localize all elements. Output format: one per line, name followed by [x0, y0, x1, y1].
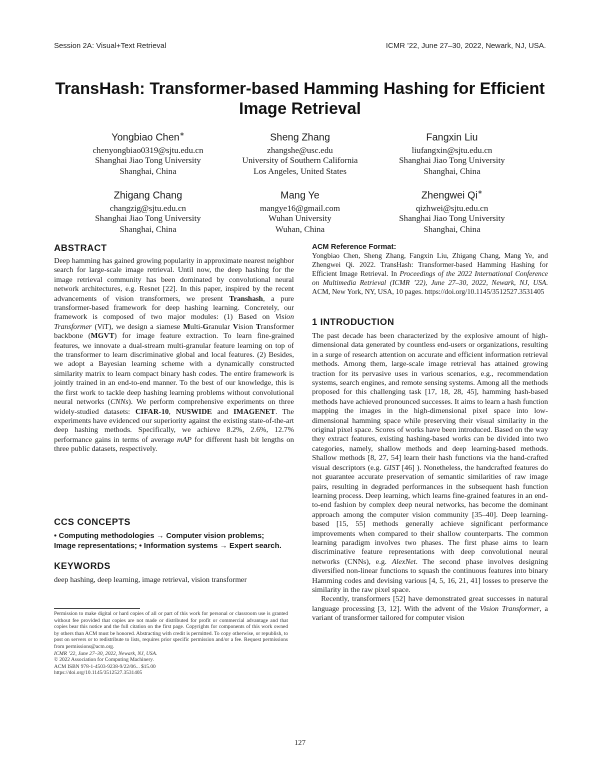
author-email: qizhwei@sjtu.edu.cn: [415, 202, 489, 213]
author-location: Wuhan, China: [275, 224, 325, 235]
abstract-run: (ViT), we design a siamese: [94, 321, 181, 331]
abstract-run: ulti-: [190, 321, 203, 331]
abstract-run: , a pure transformer-based framework for deep hashing learning. Concretely, our framework is composed of two major modules: (1) Based on: [54, 293, 295, 322]
author-affiliation: Shanghai Jiao Tong University: [399, 155, 505, 166]
author-location: Shanghai, China: [119, 224, 177, 235]
footnote-copyright: © 2022 Association for Computing Machinery.: [54, 657, 154, 664]
footnote-text: Permission to make digital or hard copies of all or part of this work for personal or classroom use is granted without fee provided that copies are not made or distributed for profit or commercial advantage and that copies bear this notice and the full citation on the first page. Copyrights for components of this work owned by others than ACM must be honored. Abstracting with credit is permitted. To copy otherwise, or republish, to post on servers or to redistribute to lists, requires prior specific permission and/or a fee. Request permissions from permissions@acm.org.: [54, 611, 288, 650]
abstract-run: CNNs: [110, 397, 129, 407]
keywords-text: deep hashing, deep learning, image retrieval, vision transformer: [54, 575, 247, 584]
abstract-run: Vision Transformer: [54, 312, 294, 331]
abstract-text: [54, 256, 294, 454]
abstract-run: M: [183, 321, 191, 331]
intro-run: The past decade has been characterized by the explosive amount of high-dimensional data generated by countless end-users or organizations, resulting in a surge of research attention on accurate and efficient information retrieval methods. Among them, large-scale image retrieval has attained growing traction for its pervasive uses in various scenarios, e.g., recommendation systems, search engines, and remote sensing systems. Among all the methods proposed for this challenging task [17, 18, 28, 45], hamming hash-based methods have achieved pronounced successes. It aims to learn a hash function mapping the images in the high-dimensional pixel space into low-dimensional hamming space while preserving their visual similarity in the original pixel space. Scores of works have been introduced. Based on the way they extract features, existing hashing-based works can be divided into two categories, namely, shallow methods and deep learning-based methods. Shallow methods [8, 27, 54] learn their hash functions via the hand-crafted visual descriptors (e.g.: [312, 331, 548, 472]
footnote-doi: https://doi.org/10.1145/3512527.3531405: [54, 670, 143, 677]
ccs-line: Image representations; • Information systems → Expert search.: [54, 540, 282, 550]
footnote-conf: ICMR ’22, June 27–30, 2022, Newark, NJ, USA.: [54, 650, 158, 657]
ccs-heading: CCS CONCEPTS: [54, 517, 131, 527]
abstract-run: ransformer backbone (: [54, 321, 294, 341]
abstract-run: Deep hamming has gained growing popularity in approximate nearest neighbor search for large-scale image retrieval. Until now, the deep hashing for the image retrieval community has been dominated by convolutional neural network architectures, e.g. Resnet [22]. In this paper, inspired by the recent advancements of vision transformers, we present: [54, 256, 294, 303]
author-mark: ∗: [179, 132, 185, 138]
page-number: 127: [294, 738, 306, 747]
author-name: Sheng Zhang: [269, 132, 331, 144]
acm-ref-heading: ACM Reference Format:: [312, 242, 397, 251]
intro-run: Vision Transformer: [479, 603, 540, 613]
running-header-right: ICMR ’22, June 27–30, 2022, Newark, NJ, USA.: [385, 41, 546, 50]
intro-paragraph-2: [312, 594, 548, 622]
abstract-heading: ABSTRACT: [54, 243, 107, 253]
abstract-run: NUSWIDE: [175, 406, 212, 416]
author-affiliation: Shanghai Jiao Tong University: [95, 213, 201, 224]
author-email: liufangxin@sjtu.edu.cn: [411, 144, 493, 155]
author-affiliation: University of Southern California: [242, 155, 358, 166]
author-affiliation: Shanghai Jiao Tong University: [95, 155, 201, 166]
intro-run: . The second phase involves designing diversified non-linear functions to squash the continuous features into binary Hamming codes and devising various [4, 5, 16, 21, 41] losses to preserve the similarity in the raw pixel space.: [312, 556, 548, 594]
acm-ref-run: Proceedings of the 2022 International Conference on Multimedia Retrieval (ICMR ’22), June 27–30, 2022, Newark, NJ, USA.: [312, 269, 549, 287]
abstract-run: ranular: [208, 321, 231, 331]
author-affiliation: Wuhan University: [268, 213, 332, 224]
abstract-run: ). We perform comprehensive experiments on three widely-studied datasets:: [54, 397, 294, 416]
author-email: zhangshe@usc.edu: [267, 144, 333, 155]
acm-ref-run: ACM, New York, NY, USA, 10 pages. https://doi.org/10.1145/3512527.3531405: [312, 287, 545, 296]
intro-text: [312, 331, 548, 623]
abstract-run: Transhash: [229, 293, 264, 303]
intro-run: Recently, transformers [52] have demonstrated great successes in natural language processing [3, 12]. With the advent of the: [312, 594, 548, 613]
author-name: Zhigang Chang: [113, 190, 183, 202]
author-name: Fangxin Liu: [426, 132, 478, 144]
permission-footnote: [54, 611, 288, 677]
intro-run: , a variant of transformer tailored for computer vision: [312, 603, 549, 623]
abstract-run: ision: [238, 321, 253, 331]
author-location: Shanghai, China: [423, 224, 481, 235]
acm-ref-run: Yongbiao Chen, Sheng Zhang, Fangxin Liu, Zhigang Chang, Mang Ye, and Zhengwei Qi. 2022. TransHash: Transformer-based Hamming Hashing for Efficient Image Retrieval. In: [312, 251, 548, 278]
abstract-run: MGVT: [90, 331, 115, 341]
author-name: Yongbiao Chen: [111, 132, 180, 144]
author-name: Mang Ye: [280, 190, 320, 202]
author-location: Shanghai, China: [423, 166, 481, 177]
intro-paragraph-1: [312, 331, 548, 594]
abstract-run: IMAGENET: [233, 406, 276, 416]
author-3: [362, 129, 542, 177]
author-location: Shanghai, China: [119, 166, 177, 177]
footnote-rule: [54, 608, 140, 609]
running-header-left: Session 2A: Visual+Text Retrieval: [54, 41, 167, 50]
author-affiliation: Shanghai Jiao Tong University: [399, 213, 505, 224]
abstract-run: mAP: [177, 434, 192, 444]
abstract-run: CIFAR-10: [135, 406, 169, 416]
author-mark: ∗: [477, 190, 483, 196]
acm-reference: [312, 243, 548, 296]
acm-ref-text: [312, 252, 548, 297]
keywords-heading: KEYWORDS: [54, 561, 111, 571]
author-email: mangye16@gmail.com: [259, 202, 341, 213]
intro-heading: 1 INTRODUCTION: [312, 317, 395, 327]
ccs-line: • Computing methodologies → Computer vision problems;: [54, 531, 265, 540]
abstract-run: ) for image feature extraction. To learn fine-grained features, we innovate a dual-stream multi-granular feature learning on top of the transformer to learn discriminative global and local features. (2) Besides, we adopt a Bayesian learning scheme with a dynamically constructed similarity matrix to learn compact binary hash codes. The entire framework is jointly trained in an end-to-end manner. To the best of our knowledge, this is the first work to tackle deep hashing learning problems without convolutional neural networks (: [54, 331, 294, 407]
author-email: chenyongbiao0319@sjtu.edu.cn: [92, 144, 204, 155]
ccs-concepts: [54, 531, 294, 550]
abstract-run: . The experiments have evidenced our superiority against the existing state-of-the-art deep hashing methods. Specifically, we achieve 8.2%, 2.6%, 12.7% performance gains in terms of average: [54, 406, 295, 444]
abstract-run: T: [255, 321, 261, 331]
paper-title: TransHash: Transformer-based Hamming Hashing for Efficient Image Retrieval: [55, 80, 545, 118]
abstract-run: and: [217, 406, 229, 416]
intro-run: AlexNet: [391, 556, 416, 566]
author-name: Zhengwei Qi: [421, 190, 478, 202]
author-email: changzig@sjtu.edu.cn: [109, 202, 187, 213]
author-location: Los Angeles, United States: [253, 166, 347, 177]
abstract-run: G: [202, 321, 209, 331]
author-6: [362, 187, 542, 235]
abstract-run: for different hash bit lengths on three public datasets, respectively.: [54, 434, 295, 454]
intro-run: GIST: [383, 462, 400, 472]
abstract-run: V: [232, 321, 239, 331]
footnote-isbn: ACM ISBN 978-1-4503-9238-9/22/06... $15.00: [54, 663, 156, 670]
intro-run: [46] ). Nonetheless, the handcrafted features do not guarantee accurate preservation of semantic similarities of raw image pairs, resulting in degraded performances in the subsequent hash function learning process. Deep learning, which learns fine-grained features in an end-to-end fashion by complex deep neural networks, has become the dominant approach among the computer vision community [35–40]. Deep learning-based [15, 55] methods generally achieve significant performance improvements when compared to their shallow counterparts. The common learning paradigm involves two phases. The first phase aims to learn discriminative feature representations with deep convolutional neural networks (CNNs), e.g.: [312, 462, 549, 566]
abstract-run: ,: [168, 406, 171, 416]
